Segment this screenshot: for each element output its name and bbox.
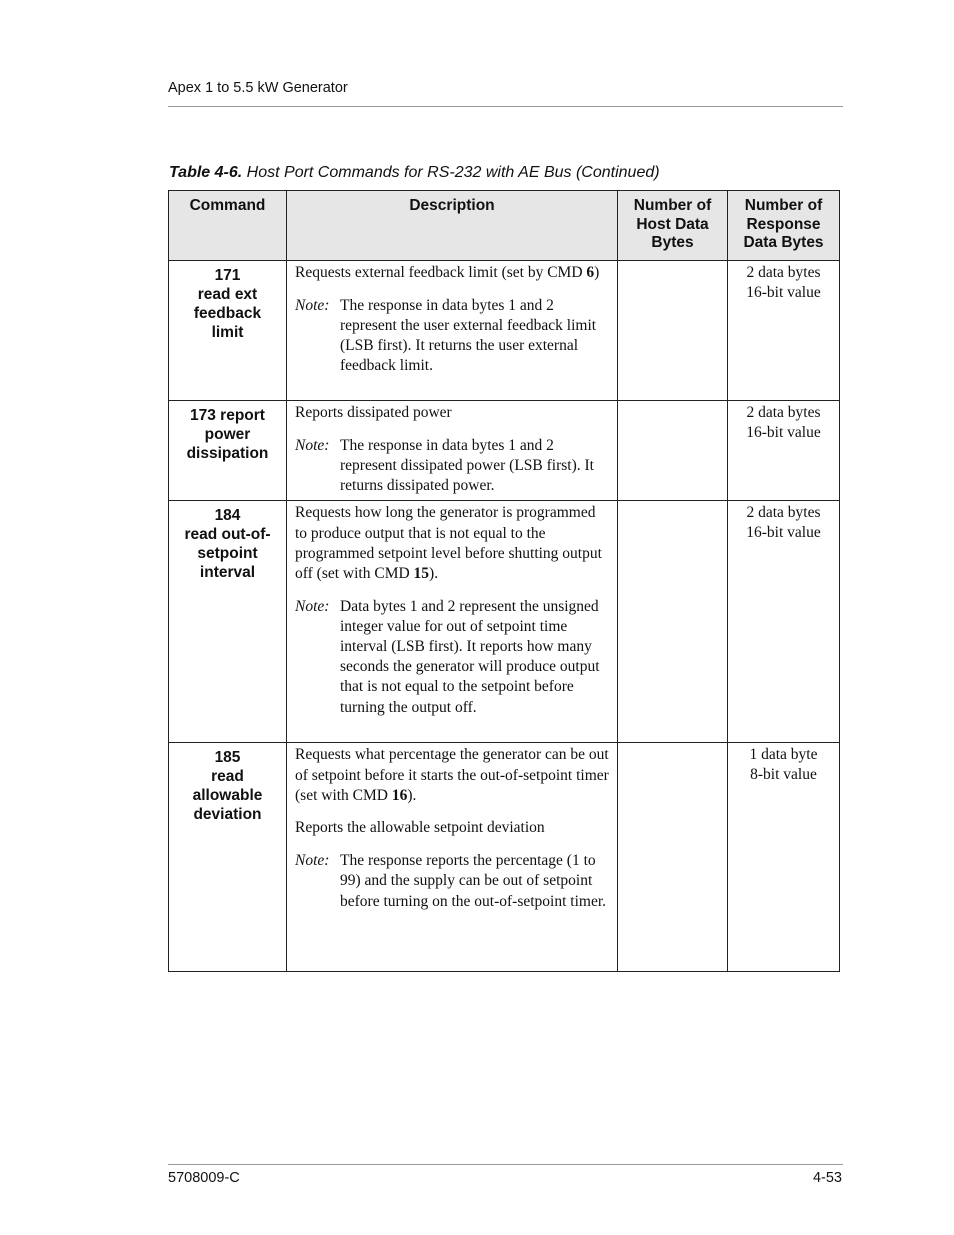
command-cell: 173 report power dissipation [169,401,287,501]
response-bytes-cell: 2 data bytes 16-bit value [728,261,840,401]
note [295,851,609,912]
host-port-commands-table [168,190,840,972]
table-row [169,743,840,972]
response-bytes-cell: 1 data byte 8-bit value [728,743,840,972]
description-cell [287,261,618,401]
note-text: The response in data bytes 1 and 2 represent the user external feedback limit (LSB first). It returns the user external feedback limit. [340,296,597,375]
description-cell [287,501,618,743]
description-paragraph: Requests how long the generator is programmed to produce output that is not equal to the programmed setpoint level before shutting output off (set with CMD 15). [295,504,602,582]
table-caption-label: Table 4-6. [169,164,243,181]
footer-rule [168,1164,843,1165]
response-bytes-cell: 2 data bytes 16-bit value [728,401,840,501]
table-header-row [169,191,840,261]
description-cell [287,401,618,501]
note-text: Data bytes 1 and 2 represent the unsigned integer value for out of setpoint time interval (LSB first). It reports how many seconds the generator will produce output that is not equal to the setpoint before turning the output off. [340,597,600,716]
note [295,436,609,497]
column-header-command: Command [169,191,287,261]
description-paragraph: Reports dissipated power [295,404,452,421]
host-bytes-cell [618,743,728,972]
note [295,597,609,718]
table-caption-text: Host Port Commands for RS-232 with AE Bus (Continued) [246,164,660,181]
column-header-host-bytes: Number of Host Data Bytes [618,191,728,261]
description-paragraph: Requests what percentage the generator can be out of setpoint before it starts the out-of-setpoint timer (set with CMD 16). [295,746,609,804]
note-text: The response in data bytes 1 and 2 represent dissipated power (LSB first). It returns dissipated power. [340,436,594,495]
note-label: Note: [295,296,330,314]
description-paragraph: Requests external feedback limit (set by CMD 6) [295,264,600,281]
note-label: Note: [295,852,330,870]
document-number: 5708009-C [168,1170,240,1186]
command-cell: 171 read ext feedback limit [169,261,287,401]
description-paragraph: Reports the allowable setpoint deviation [295,819,545,837]
host-bytes-cell [618,401,728,501]
host-bytes-cell [618,501,728,743]
column-header-description: Description [287,191,618,261]
response-bytes-cell: 2 data bytes 16-bit value [728,501,840,743]
header-rule [168,106,843,107]
command-cell: 185 read allowable deviation [169,743,287,972]
note-text: The response reports the percentage (1 to 99) and the supply can be out of setpoint before turning on the out-of-setpoint timer. [340,852,607,910]
table-caption [169,164,660,182]
note-label: Note: [295,597,330,615]
host-bytes-cell [618,261,728,401]
table-row [169,401,840,501]
column-header-response-bytes: Number of Response Data Bytes [728,191,840,261]
table-row [169,501,840,743]
description-cell [287,743,618,972]
table-row [169,261,840,401]
note-label: Note: [295,436,330,454]
running-header: Apex 1 to 5.5 kW Generator [168,80,348,96]
note [295,296,609,377]
command-cell: 184 read out-of- setpoint interval [169,501,287,743]
page-number: 4-53 [812,1170,842,1186]
